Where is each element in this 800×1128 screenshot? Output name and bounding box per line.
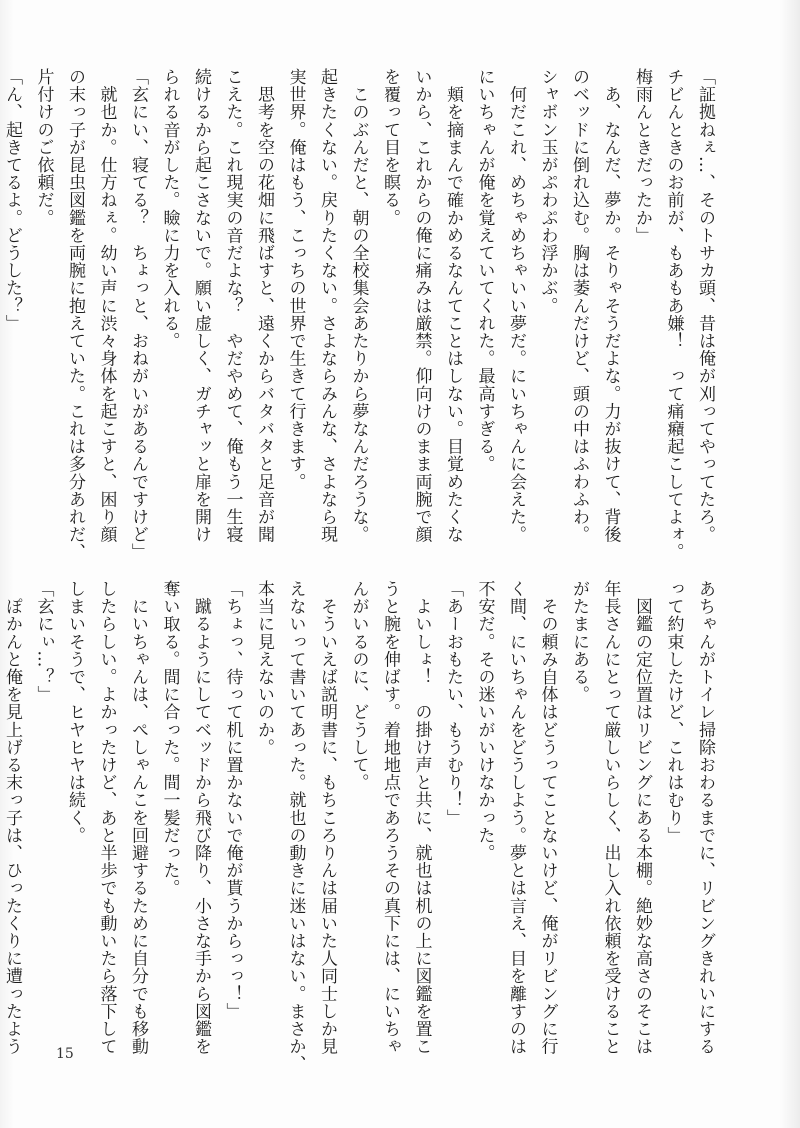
text-line: のベッドに倒れ込む。胸は萎んだけど、頭の中はふわふわ。 xyxy=(569,68,589,544)
text-line: 片付けのご依頼だ。 xyxy=(33,68,54,227)
text-line: 「玄にぃ…？」 xyxy=(33,580,54,704)
text-line: シャボン玉がぷわぷわ浮かぶ。 xyxy=(537,68,558,315)
text-line: 蹴るようにしてベッドから飛び降り、小さな手から図鑑を xyxy=(191,580,211,1056)
text-line: 「ん、起きてるよ。どうした？」 xyxy=(2,68,22,332)
text-line: 図鑑の定位置はリビングにある本棚。絶妙な高さのそこは xyxy=(632,580,652,1056)
text-line: 頬を摘まんで確かめるなんてことはしない。目覚めたくな xyxy=(443,68,463,544)
text-line: うと腕を伸ばす。着地地点であろうその真下には、にいちゃ xyxy=(380,580,400,1056)
text-line: 実世界。俺はもう、こっちの世界で生きて行きます。 xyxy=(285,68,306,491)
text-line: あ、なんだ、夢か。そりゃそうだよな。力が抜けて、背後 xyxy=(600,68,621,544)
page-number: 15 xyxy=(56,1046,74,1062)
text-line: 「ちょっ、待って机に置かないで俺が貰うからっっ！」 xyxy=(222,580,243,1020)
text-line: その頼み自体はどうってことないけど、俺がリビングに行 xyxy=(537,580,558,1056)
text-line: 不安だ。その迷いがいけなかった。 xyxy=(474,580,495,862)
text-line: ぽかんと俺を見上げる末っ子は、ひったくりに遭ったよう xyxy=(2,580,22,1056)
text-line: 思考を空の花畑に飛ばすと、遠くからバタバタと足音が聞 xyxy=(254,68,274,544)
text-line: 続けるから起こさないで。願い虚しく、ガチャッと扉を開け xyxy=(191,68,211,544)
text-line: 「玄にい、寝てる？ ちょっと、おねがいがあるんですけど」 xyxy=(128,68,148,561)
text-line: こえた。これ現実の音だよな？ やだやめて、俺もう一生寝 xyxy=(222,68,243,544)
text-line: く間、にいちゃんをどうしよう。夢とは言え、目を離すのは xyxy=(506,580,526,1056)
text-line: を覆って目を瞑る。 xyxy=(380,68,400,227)
text-line: 就也か。仕方ねぇ。幼い声に渋々身体を起こすと、困り顔 xyxy=(96,68,117,544)
text-block-top xyxy=(2,68,720,561)
text-line: あちゃんがトイレ掃除おわるまでに、リビングきれいにする xyxy=(695,580,715,1056)
text-line: って約束したけど、これはむり」 xyxy=(663,580,684,844)
text-line: よいしょ！ の掛け声と共に、就也は机の上に図鑑を置こ xyxy=(411,580,432,1056)
text-line: 本当に見えないのか。 xyxy=(254,580,274,756)
text-line: えないって書いてあった。就也の動きに迷いはない。まさか、 xyxy=(285,580,306,1073)
text-line: んがいるのに、どうして。 xyxy=(348,580,369,792)
text-line: チビんときのお前が、もあもあ嫌！ って痛癪起こしてよォ。 xyxy=(663,68,684,561)
text-line: られる音がした。瞼に力を入れる。 xyxy=(159,68,180,350)
text-line: そういえば説明書に、もちころりんは届いた人同士しか見 xyxy=(317,580,337,1056)
text-line: 何だこれ、めちゃめちゃいい夢だ。にいちゃんに会えた。 xyxy=(506,68,526,544)
text-line: がたまにある。 xyxy=(569,580,589,704)
text-line: 「あーおもたい、もうむり！」 xyxy=(443,580,463,827)
text-line: 奪い取る。間に合った。間一髪だった。 xyxy=(159,580,180,897)
text-line: しまいそうで、ヒヤヒヤは続く。 xyxy=(65,580,85,844)
text-line: にいちゃんは、ぺしゃんこを回避するために自分でも移動 xyxy=(128,580,148,1056)
text-line: の末っ子が昆虫図鑑を両腕に抱えていた。これは多分あれだ、 xyxy=(65,68,85,561)
text-line: いから、これからの俺に痛みは厳禁。仰向けのまま両腕で顔 xyxy=(411,68,432,544)
text-line: にいちゃんが俺を覚えていてくれた。最高すぎる。 xyxy=(474,68,495,473)
text-line: したらしい。よかったけど、あと半歩でも動いたら落下して xyxy=(96,580,117,1056)
text-line: 「証拠ねぇ…、そのトサカ頭、昔は俺が刈ってやってたろ。 xyxy=(695,68,715,544)
text-line: 梅雨んときだったか」 xyxy=(632,68,652,244)
text-line: 年長さんにとって厳しいらしく、出し入れ依頼を受けること xyxy=(600,580,621,1056)
text-line: このぶんだと、朝の全校集会あたりから夢なんだろうな。 xyxy=(348,68,369,544)
text-line: 起きたくない。戻りたくない。さよならみんな、さよなら現 xyxy=(317,68,337,544)
